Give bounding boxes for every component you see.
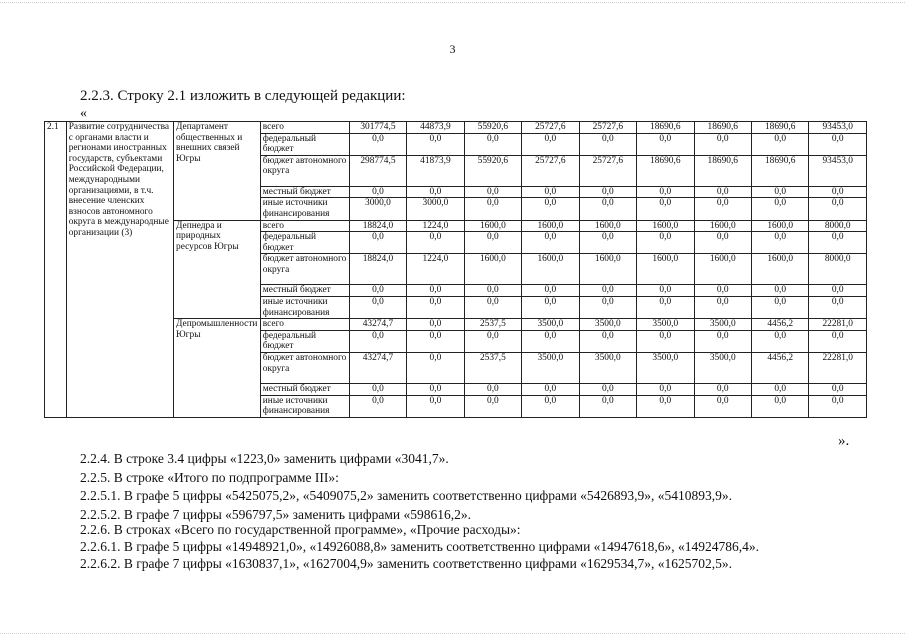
amount-cell: 43274,7 <box>349 352 406 383</box>
row-number-cell: 2.1 <box>45 122 67 418</box>
amount-cell: 3000,0 <box>349 198 406 220</box>
amount-cell: 1600,0 <box>694 220 751 232</box>
funding-source-cell: местный бюджет <box>260 383 349 395</box>
paragraph-2-2-5-2: 2.2.5.2. В графе 7 цифры «596797,5» заменить цифрами «598616,2». <box>80 507 471 522</box>
amount-cell: 1224,0 <box>407 254 464 285</box>
amount-cell: 0,0 <box>751 383 808 395</box>
amount-cell: 0,0 <box>407 330 464 352</box>
amount-cell: 0,0 <box>464 383 521 395</box>
amount-cell: 0,0 <box>522 383 579 395</box>
amount-cell: 18690,6 <box>694 122 751 134</box>
amount-cell: 0,0 <box>407 186 464 198</box>
amount-cell: 25727,6 <box>579 122 636 134</box>
amount-cell: 0,0 <box>694 285 751 297</box>
executor-cell: Депромышленности Югры <box>174 319 261 418</box>
amount-cell: 0,0 <box>637 198 694 220</box>
page-number: 3 <box>449 42 456 56</box>
amount-cell: 22281,0 <box>809 352 867 383</box>
amount-cell: 0,0 <box>579 186 636 198</box>
amount-cell: 0,0 <box>637 296 694 318</box>
funding-source-cell: федеральный бюджет <box>260 232 349 254</box>
paragraph-2-2-5: 2.2.5. В строке «Итого по подпрограмме III»: <box>80 470 339 485</box>
amount-cell: 3500,0 <box>637 352 694 383</box>
section-heading: 2.2.3. Строку 2.1 изложить в следующей редакции: <box>80 88 406 104</box>
amount-cell: 0,0 <box>464 330 521 352</box>
amount-cell: 3500,0 <box>579 352 636 383</box>
amount-cell: 8000,0 <box>809 254 867 285</box>
amount-cell: 0,0 <box>694 296 751 318</box>
amount-cell: 3500,0 <box>637 319 694 331</box>
amount-cell: 0,0 <box>694 133 751 155</box>
amount-cell: 0,0 <box>407 232 464 254</box>
paragraph-2-2-6-1: 2.2.6.1. В графе 5 цифры «14948921,0», «14926088,8» заменить соответственно цифрами «14947618,6», «14924786,4». <box>80 539 760 554</box>
amount-cell: 0,0 <box>809 383 867 395</box>
amount-cell: 0,0 <box>694 395 751 417</box>
amount-cell: 0,0 <box>407 383 464 395</box>
amount-cell: 4456,2 <box>751 352 808 383</box>
amount-cell: 1600,0 <box>522 254 579 285</box>
amount-cell: 0,0 <box>751 395 808 417</box>
table-row <box>45 122 867 134</box>
amount-cell: 0,0 <box>579 198 636 220</box>
amount-cell: 0,0 <box>349 186 406 198</box>
amount-cell: 0,0 <box>809 133 867 155</box>
scan-edge-bottom <box>0 633 905 634</box>
amount-cell: 93453,0 <box>809 155 867 186</box>
amount-cell: 0,0 <box>751 330 808 352</box>
amount-cell: 0,0 <box>694 186 751 198</box>
funding-source-cell: местный бюджет <box>260 186 349 198</box>
amount-cell: 3500,0 <box>579 319 636 331</box>
amount-cell: 93453,0 <box>809 122 867 134</box>
amount-cell: 0,0 <box>637 395 694 417</box>
amount-cell: 0,0 <box>637 133 694 155</box>
amount-cell: 0,0 <box>579 232 636 254</box>
amount-cell: 0,0 <box>349 133 406 155</box>
amount-cell: 0,0 <box>809 198 867 220</box>
amount-cell: 0,0 <box>751 198 808 220</box>
amount-cell: 0,0 <box>522 232 579 254</box>
amount-cell: 0,0 <box>637 186 694 198</box>
amount-cell: 2537,5 <box>464 319 521 331</box>
opening-quote: « <box>80 106 87 121</box>
amount-cell: 0,0 <box>349 285 406 297</box>
amount-cell: 0,0 <box>751 133 808 155</box>
amount-cell: 1600,0 <box>637 220 694 232</box>
amount-cell: 0,0 <box>694 383 751 395</box>
amount-cell: 0,0 <box>407 352 464 383</box>
amount-cell: 0,0 <box>751 296 808 318</box>
amount-cell: 0,0 <box>407 296 464 318</box>
amount-cell: 0,0 <box>464 186 521 198</box>
amount-cell: 1600,0 <box>694 254 751 285</box>
amount-cell: 0,0 <box>349 330 406 352</box>
amount-cell: 1600,0 <box>464 254 521 285</box>
paragraph-2-2-6-2: 2.2.6.2. В графе 7 цифры «1630837,1», «1627004,9» заменить соответственно цифрами «1629534,7», «1625702,5». <box>80 556 733 571</box>
amount-cell: 0,0 <box>637 330 694 352</box>
amount-cell: 55920,6 <box>464 155 521 186</box>
funding-source-cell: местный бюджет <box>260 285 349 297</box>
closing-quote: ». <box>838 433 850 449</box>
funding-source-cell: иные источники финансирования <box>260 395 349 417</box>
amount-cell: 1600,0 <box>579 254 636 285</box>
amount-cell: 301774,5 <box>349 122 406 134</box>
amount-cell: 0,0 <box>464 232 521 254</box>
amount-cell: 0,0 <box>809 296 867 318</box>
amount-cell: 0,0 <box>809 186 867 198</box>
amount-cell: 0,0 <box>407 285 464 297</box>
amount-cell: 298774,5 <box>349 155 406 186</box>
amount-cell: 0,0 <box>522 285 579 297</box>
amount-cell: 0,0 <box>751 232 808 254</box>
amount-cell: 0,0 <box>694 330 751 352</box>
amount-cell: 0,0 <box>349 232 406 254</box>
amount-cell: 4456,2 <box>751 319 808 331</box>
amount-cell: 25727,6 <box>522 122 579 134</box>
amount-cell: 0,0 <box>464 395 521 417</box>
amount-cell: 0,0 <box>464 296 521 318</box>
funding-source-cell: федеральный бюджет <box>260 133 349 155</box>
amount-cell: 0,0 <box>579 296 636 318</box>
amount-cell: 55920,6 <box>464 122 521 134</box>
funding-source-cell: бюджет автономного округа <box>260 352 349 383</box>
amount-cell: 1224,0 <box>407 220 464 232</box>
amount-cell: 0,0 <box>464 133 521 155</box>
amount-cell: 1600,0 <box>751 254 808 285</box>
amount-cell: 3500,0 <box>522 319 579 331</box>
amount-cell: 1600,0 <box>522 220 579 232</box>
amount-cell: 0,0 <box>579 330 636 352</box>
amount-cell: 0,0 <box>522 133 579 155</box>
amount-cell: 3500,0 <box>694 319 751 331</box>
amount-cell: 0,0 <box>349 296 406 318</box>
amount-cell: 2537,5 <box>464 352 521 383</box>
program-name-cell: Развитие сотрудничества с органами власти и регионами иностранных государств, субъектами Российской Федерации, международными организациями, в т.ч. внесение членских взносов автономного округа в международные организации (3) <box>66 122 173 418</box>
amount-cell: 0,0 <box>579 395 636 417</box>
financing-table-body <box>45 122 867 418</box>
executor-cell: Департамент общественных и внешних связей Югры <box>174 122 261 221</box>
amount-cell: 18690,6 <box>637 122 694 134</box>
amount-cell: 44873,9 <box>407 122 464 134</box>
amount-cell: 0,0 <box>751 285 808 297</box>
paragraph-2-2-6: 2.2.6. В строках «Всего по государственной программе», «Прочие расходы»: <box>80 522 521 537</box>
amount-cell: 0,0 <box>522 186 579 198</box>
amount-cell: 0,0 <box>579 285 636 297</box>
funding-source-cell: всего <box>260 220 349 232</box>
amount-cell: 0,0 <box>694 232 751 254</box>
amount-cell: 0,0 <box>464 285 521 297</box>
amount-cell: 25727,6 <box>522 155 579 186</box>
amount-cell: 0,0 <box>809 232 867 254</box>
amount-cell: 3000,0 <box>407 198 464 220</box>
amount-cell: 41873,9 <box>407 155 464 186</box>
amount-cell: 0,0 <box>637 232 694 254</box>
amount-cell: 0,0 <box>407 395 464 417</box>
amount-cell: 1600,0 <box>579 220 636 232</box>
funding-source-cell: бюджет автономного округа <box>260 254 349 285</box>
amount-cell: 1600,0 <box>751 220 808 232</box>
amount-cell: 25727,6 <box>579 155 636 186</box>
amount-cell: 18690,6 <box>751 122 808 134</box>
funding-source-cell: иные источники финансирования <box>260 296 349 318</box>
amount-cell: 0,0 <box>637 285 694 297</box>
amount-cell: 43274,7 <box>349 319 406 331</box>
amount-cell: 0,0 <box>464 198 521 220</box>
amount-cell: 1600,0 <box>464 220 521 232</box>
amount-cell: 0,0 <box>349 395 406 417</box>
amount-cell: 0,0 <box>349 383 406 395</box>
amount-cell: 0,0 <box>579 383 636 395</box>
amount-cell: 18690,6 <box>751 155 808 186</box>
amount-cell: 0,0 <box>751 186 808 198</box>
amount-cell: 0,0 <box>522 296 579 318</box>
funding-source-cell: всего <box>260 122 349 134</box>
amount-cell: 0,0 <box>579 133 636 155</box>
amount-cell: 3500,0 <box>694 352 751 383</box>
funding-source-cell: всего <box>260 319 349 331</box>
scan-edge-top <box>0 2 905 3</box>
funding-source-cell: федеральный бюджет <box>260 330 349 352</box>
amount-cell: 8000,0 <box>809 220 867 232</box>
financing-table <box>44 121 867 418</box>
amount-cell: 0,0 <box>809 330 867 352</box>
amount-cell: 0,0 <box>522 330 579 352</box>
amount-cell: 18690,6 <box>694 155 751 186</box>
paragraph-2-2-5-1: 2.2.5.1. В графе 5 цифры «5425075,2», «5409075,2» заменить соответственно цифрами «5426893,9», «5410893,9». <box>80 488 733 503</box>
amount-cell: 0,0 <box>407 133 464 155</box>
paragraph-2-2-4: 2.2.4. В строке 3.4 цифры «1223,0» заменить цифрами «3041,7». <box>80 451 449 466</box>
amount-cell: 0,0 <box>694 198 751 220</box>
amount-cell: 18824,0 <box>349 220 406 232</box>
amount-cell: 3500,0 <box>522 352 579 383</box>
amount-cell: 0,0 <box>522 395 579 417</box>
executor-cell: Депнедра и природных ресурсов Югры <box>174 220 261 319</box>
amount-cell: 22281,0 <box>809 319 867 331</box>
amount-cell: 0,0 <box>809 395 867 417</box>
amount-cell: 0,0 <box>522 198 579 220</box>
amount-cell: 0,0 <box>637 383 694 395</box>
amount-cell: 18824,0 <box>349 254 406 285</box>
amount-cell: 0,0 <box>407 319 464 331</box>
funding-source-cell: бюджет автономного округа <box>260 155 349 186</box>
amount-cell: 0,0 <box>809 285 867 297</box>
amount-cell: 18690,6 <box>637 155 694 186</box>
amount-cell: 1600,0 <box>637 254 694 285</box>
funding-source-cell: иные источники финансирования <box>260 198 349 220</box>
